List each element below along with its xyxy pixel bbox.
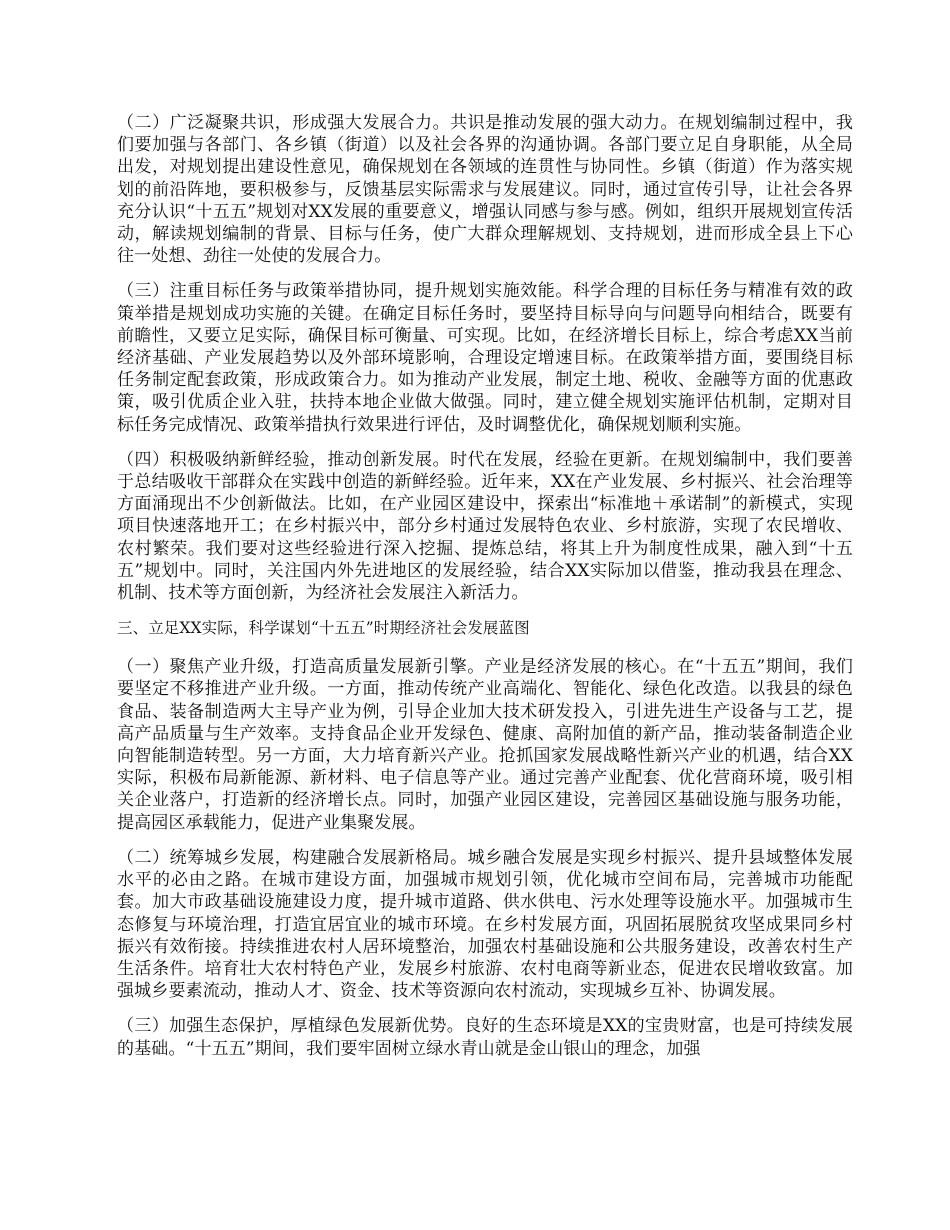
paragraph-ecology: （三）加强生态保护，厚植绿色发展新优势。良好的生态环境是XX的宝贵财富，也是可持续发展的基础。“十五五”期间，我们要牢固树立绿水青山就是金山银山的理念，加强 xyxy=(117,1016,853,1059)
section-heading-three: 三、立足XX实际，科学谋划“十五五”时期经济社会发展蓝图 xyxy=(117,619,530,638)
paragraph-urban-rural: （二）统筹城乡发展，构建融合发展新格局。城乡融合发展是实现乡村振兴、提升县域整体发展水平的必由之路。在城市建设方面，加强城市规划引领，优化城市空间布局，完善城市功能配套。加大市政基础设施建设力度，提升城市道路、供水供电、污水处理等设施水平。加强城市生态修复与环境治理，打造宜居宜业的城市环境。在乡村发展方面，巩固拓展脱贫攻坚成果同乡村振兴有效衔接。持续推进农村人居环境整治，加强农村基础设施和公共服务建设，改善农村生产生活条件。培育壮大农村特色产业，发展乡村旅游、农村电商等新业态，促进农民增收致富。加强城乡要素流动，推动人才、资金、技术等资源向农村流动，实现城乡互补、协调发展。 xyxy=(117,847,853,1002)
paragraph-goals-policies: （三）注重目标任务与政策举措协同，提升规划实施效能。科学合理的目标任务与精准有效的政策举措是规划成功实施的关键。在确定目标任务时，要坚持目标导向与问题导向相结合，既要有前瞻性，又要立足实际，确保目标可衡量、可实现。比如，在经济增长目标上，综合考虑XX当前经济基础、产业发展趋势以及外部环境影响，合理设定增速目标。在政策举措方面，要围绕目标任务制定配套政策，形成政策合力。如为推动产业发展，制定土地、税收、金融等方面的优惠政策，吸引优质企业入驻，扶持本地企业做大做强。同时，建立健全规划实施评估机制，定期对目标任务完成情况、政策举措执行效果进行评估，及时调整优化，确保规划顺利实施。 xyxy=(117,281,853,435)
document-page xyxy=(117,112,853,1073)
paragraph-industry-upgrade: （一）聚焦产业升级，打造高质量发展新引擎。产业是经济发展的核心。在“十五五”期间，我们要坚定不移推进产业升级。一方面，推动传统产业高端化、智能化、绿色化改造。以我县的绿色食品、装备制造两大主导产业为例，引导企业加大技术研发投入，引进先进生产设备与工艺，提高产品质量与生产效率。支持食品企业开发绿色、健康、高附加值的新产品，推动装备制造企业向智能制造转型。另一方面，大力培育新兴产业。抢抓国家发展战略性新兴产业的机遇，结合XX实际，积极布局新能源、新材料、电子信息等产业。通过完善产业配套、优化营商环境，吸引相关企业落户，打造新的经济增长点。同时，加强产业园区建设，完善园区基础设施与服务功能，提高园区承载能力，促进产业集聚发展。 xyxy=(117,657,853,833)
paragraph-new-experience: （四）积极吸纳新鲜经验，推动创新发展。时代在发展，经验在更新。在规划编制中，我们要善于总结吸收干部群众在实践中创造的新鲜经验。近年来，XX在产业发展、乡村振兴、社会治理等方面涌现出不少创新做法。比如，在产业园区建设中，探索出“标准地＋承诺制”的新模式，实现项目快速落地开工；在乡村振兴中，部分乡村通过发展特色农业、乡村旅游，实现了农民增收、农村繁荣。我们要对这些经验进行深入挖掘、提炼总结，将其上升为制度性成果，融入到“十五五”规划中。同时，关注国内外先进地区的发展经验，结合XX实际加以借鉴，推动我县在理念、机制、技术等方面创新，为经济社会发展注入新活力。 xyxy=(117,449,853,604)
paragraph-unify-consensus: （二）广泛凝聚共识，形成强大发展合力。共识是推动发展的强大动力。在规划编制过程中，我们要加强与各部门、各乡镇（街道）以及社会各界的沟通协调。各部门要立足自身职能，从全局出发，对规划提出建设性意见，确保规划在各领域的连贯性与协同性。乡镇（街道）作为落实规划的前沿阵地，要积极参与，反馈基层实际需求与发展建议。同时，通过宣传引导，让社会各界充分认识“十五五”规划对XX发展的重要意义，增强认同感与参与感。例如，组织开展规划宣传活动，解读规划编制的背景、目标与任务，使广大群众理解规划、支持规划，进而形成全县上下心往一处想、劲往一处使的发展合力。 xyxy=(117,113,853,267)
